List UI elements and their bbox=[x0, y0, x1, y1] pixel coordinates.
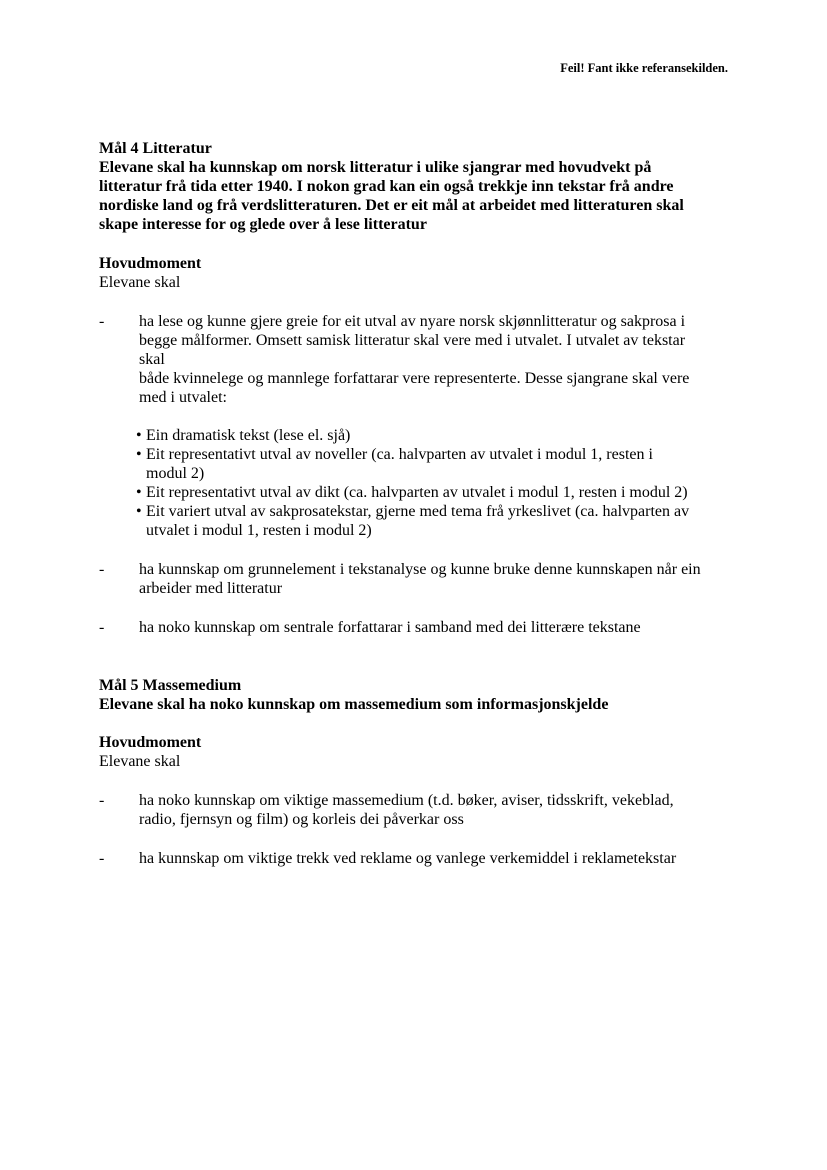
list-item-line: ha lese og kunne gjere greie for eit utval av nyare norsk skjønnlitteratur og sakprosa i bbox=[139, 313, 686, 330]
bullet-item bbox=[136, 502, 736, 540]
goal-4-section bbox=[99, 139, 739, 234]
list-item-text bbox=[139, 560, 729, 598]
main-points-heading: Hovudmoment bbox=[99, 255, 202, 272]
bullet-icon: • bbox=[136, 446, 142, 463]
goal-5-lead bbox=[99, 695, 739, 714]
goal-5-lead-line: Elevane skal ha noko kunnskap om massemedium som informasjonskjelde bbox=[99, 696, 609, 713]
goal-5-main-points bbox=[99, 733, 739, 867]
goal-5-section bbox=[99, 676, 739, 714]
genre-bullet-list bbox=[136, 426, 736, 540]
goal-4-lead-line: Elevane skal ha kunnskap om norsk litteratur i ulike sjangrar med hovudvekt på bbox=[99, 159, 652, 176]
dash-marker: - bbox=[99, 561, 105, 578]
bullet-item bbox=[136, 483, 736, 502]
list-item-line: med i utvalet: bbox=[139, 389, 227, 406]
bullet-line: modul 2) bbox=[146, 465, 205, 482]
list-item-line: ha kunnskap om grunnelement i tekstanalyse og kunne bruke denne kunnskapen når ein bbox=[139, 561, 701, 578]
bullet-item bbox=[136, 426, 736, 445]
list-item-line: både kvinnelege og mannlege forfattarar vere representerte. Desse sjangrane skal vere bbox=[139, 370, 690, 387]
bullet-icon: • bbox=[136, 503, 142, 520]
bullet-line: Eit variert utval av sakprosatekstar, gjerne med tema frå yrkeslivet (ca. halvparten av bbox=[146, 503, 690, 520]
goal-4-lead bbox=[99, 158, 739, 234]
dash-marker: - bbox=[99, 313, 105, 330]
dash-marker: - bbox=[99, 619, 105, 636]
list-item-text bbox=[139, 312, 729, 407]
list-item-line: skal bbox=[139, 351, 165, 368]
goal-4-lead-line: nordiske land og frå verdslitteraturen. Det er eit mål at arbeidet med litteraturen skal bbox=[99, 197, 684, 214]
bullet-line: Eit representativt utval av noveller (ca. halvparten av utvalet i modul 1, resten i bbox=[146, 446, 653, 463]
main-points-subheading: Elevane skal bbox=[99, 753, 181, 770]
goal-4-main-points bbox=[99, 254, 739, 636]
bullet-icon: • bbox=[136, 427, 142, 444]
goal-4-lead-line: skape interesse for og glede over å lese litteratur bbox=[99, 216, 427, 233]
bullet-line: Ein dramatisk tekst (lese el. sjå) bbox=[146, 427, 351, 444]
page-header-reference-error: Feil! Fant ikke referansekilden. bbox=[560, 61, 728, 75]
dash-marker: - bbox=[99, 850, 105, 867]
bullet-line: utvalet i modul 1, resten i modul 2) bbox=[146, 522, 372, 539]
list-item-line: radio, fjernsyn og film) og korleis dei påverkar oss bbox=[139, 811, 464, 828]
list-item-line: arbeider med litteratur bbox=[139, 580, 283, 597]
main-points-heading: Hovudmoment bbox=[99, 734, 202, 751]
dash-marker: - bbox=[99, 792, 105, 809]
goal-4-title: Mål 4 Litteratur bbox=[99, 140, 212, 157]
list-item-line: ha noko kunnskap om viktige massemedium (t.d. bøker, aviser, tidsskrift, vekeblad, bbox=[139, 792, 674, 809]
list-item-text bbox=[139, 849, 729, 868]
bullet-line: Eit representativt utval av dikt (ca. halvparten av utvalet i modul 1, resten i modul 2) bbox=[146, 484, 688, 501]
list-item-text bbox=[139, 791, 729, 829]
goal-4-lead-line: litteratur frå tida etter 1940. I nokon grad kan ein også trekkje inn tekstar frå andre bbox=[99, 178, 674, 195]
list-item-text bbox=[139, 618, 729, 637]
main-points-subheading: Elevane skal bbox=[99, 274, 181, 291]
list-item-line: begge målformer. Omsett samisk litteratur skal vere med i utvalet. I utvalet av tekstar bbox=[139, 332, 686, 349]
bullet-item bbox=[136, 445, 736, 483]
bullet-icon: • bbox=[136, 484, 142, 501]
list-item-line: ha kunnskap om viktige trekk ved reklame og vanlege verkemiddel i reklametekstar bbox=[139, 850, 677, 867]
goal-5-title: Mål 5 Massemedium bbox=[99, 677, 242, 694]
list-item-line: ha noko kunnskap om sentrale forfattarar i samband med dei litterære tekstane bbox=[139, 619, 641, 636]
